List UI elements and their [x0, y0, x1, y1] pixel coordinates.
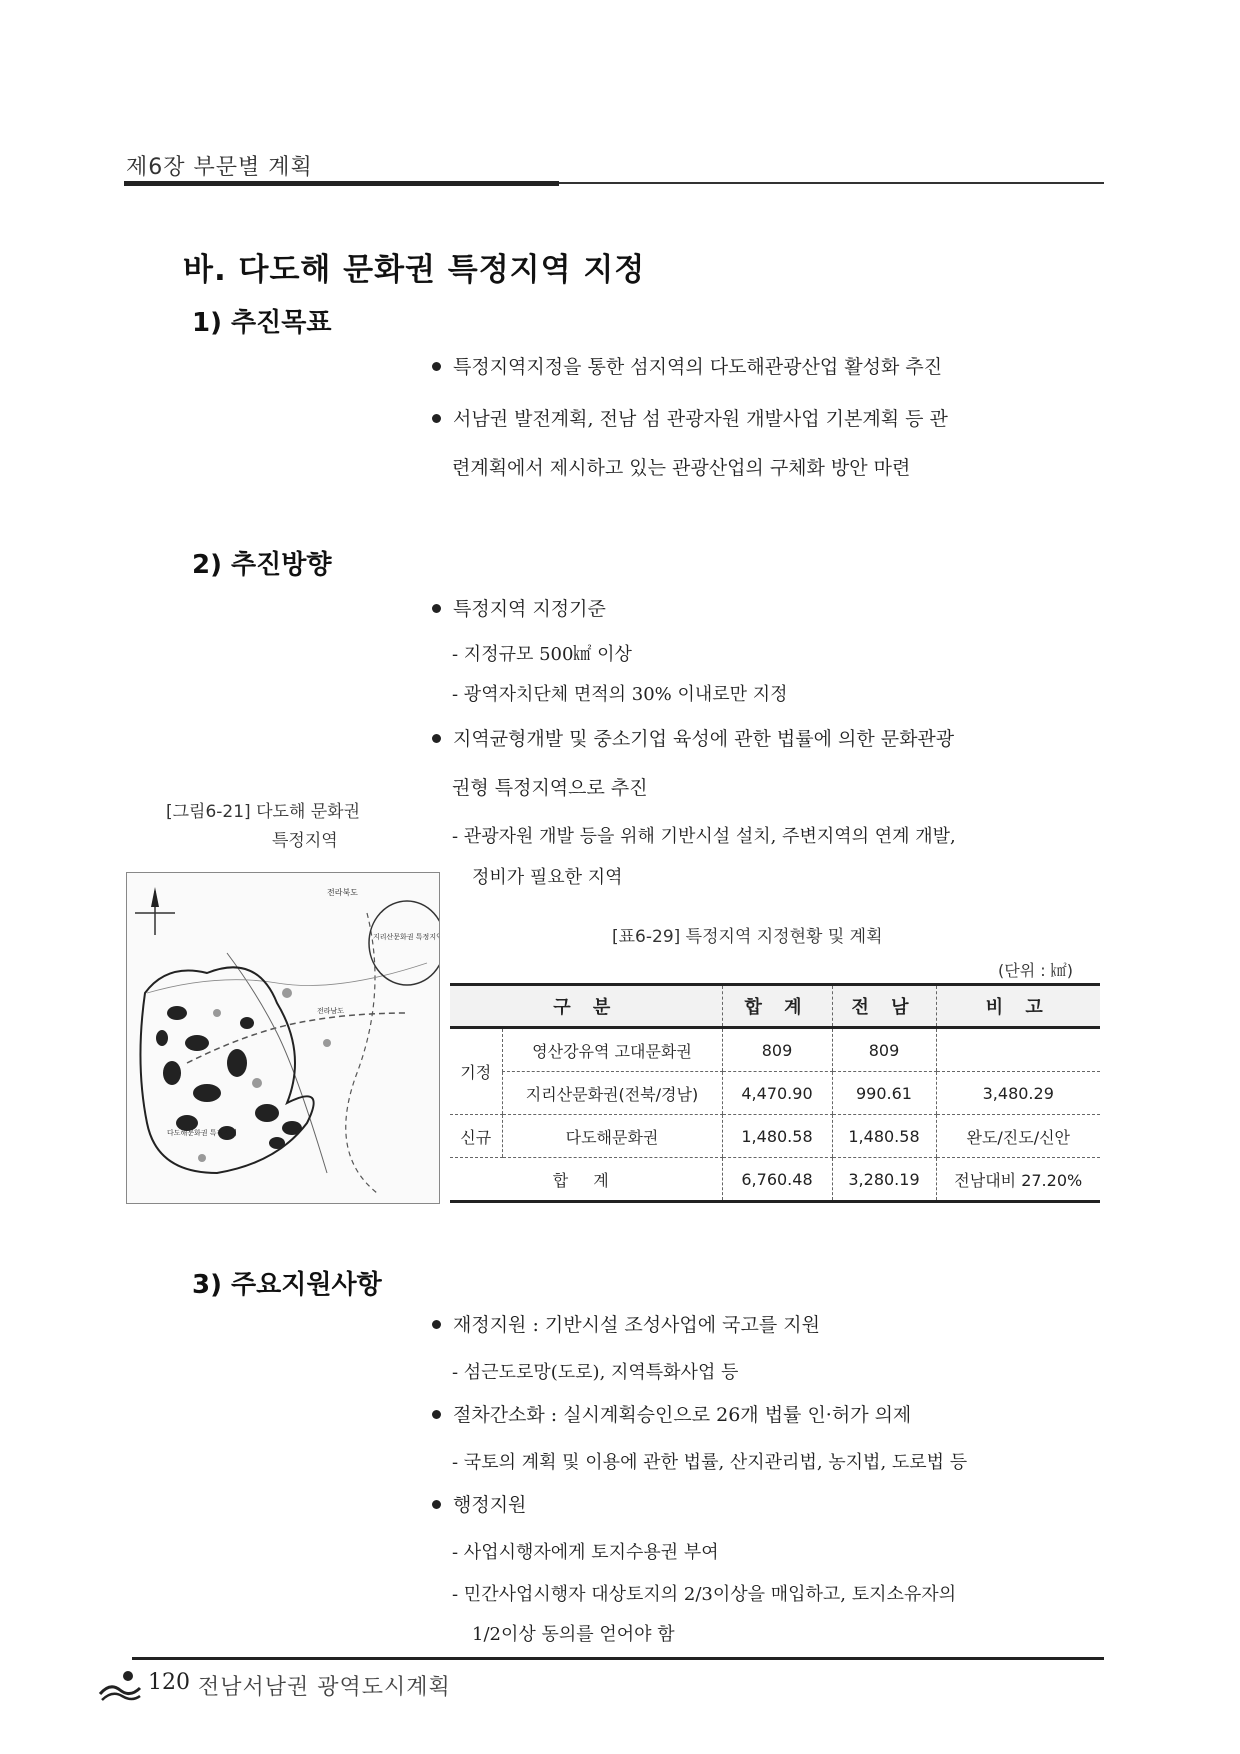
table-row: [450, 1028, 1100, 1072]
bullet-continuation: 련계획에서 제시하고 있는 관광산업의 구체화 방안 마련: [452, 457, 911, 479]
bullet-item: 절차간소화 : 실시계획승인으로 26개 법률 인·허가 의제: [432, 1400, 911, 1427]
map-image: [127, 873, 439, 1203]
dash-continuation: 정비가 필요한 지역: [472, 867, 623, 888]
table-cell: 다도해문화권: [502, 1115, 722, 1158]
bullet-icon: [432, 1320, 441, 1329]
bullet-item: 특정지역 지정기준: [432, 594, 606, 621]
subheading-goals: 1) 추진목표: [192, 308, 332, 338]
map-label: 전라남도: [317, 1007, 345, 1015]
chapter-header: 제6장 부문별 계획: [126, 155, 313, 180]
dash-item: - 광역자치단체 면적의 30% 이내로만 지정: [452, 684, 788, 705]
subheading-support: 3) 주요지원사항: [192, 1270, 382, 1300]
dash-item: - 지정규모 500㎢ 이상: [452, 644, 632, 665]
column-header: 구 분: [450, 985, 722, 1028]
table-cell: 3,480.29: [936, 1072, 1100, 1115]
bullet-item: 행정지원: [432, 1490, 526, 1517]
table-header-row: [450, 985, 1100, 1028]
table-cell: 전남대비 27.20%: [936, 1158, 1100, 1202]
table-total-row: [450, 1158, 1100, 1202]
table-unit: (단위 : ㎢): [998, 961, 1073, 980]
table-cell: 3,280.19: [832, 1158, 936, 1202]
table-cell: 6,760.48: [722, 1158, 832, 1202]
bullet-item: 지역균형개발 및 중소기업 육성에 관한 법률에 의한 문화관광: [432, 724, 954, 751]
dash-item: - 사업시행자에게 토지수용권 부여: [452, 1542, 719, 1563]
bullet-item: 특정지역지정을 통한 섬지역의 다도해관광산업 활성화 추진: [432, 352, 942, 379]
header-rule-accent: [124, 181, 559, 186]
table-caption: [표6-29] 특정지역 지정현황 및 계획: [612, 927, 883, 947]
table-cell: 990.61: [832, 1072, 936, 1115]
table-cell: 809: [722, 1028, 832, 1072]
page-number: 120: [148, 1670, 190, 1695]
bullet-item: 서남권 발전계획, 전남 섬 관광자원 개발사업 기본계획 등 관: [432, 404, 948, 431]
map-label: 다도해문화권 특정지역: [167, 1129, 237, 1137]
dash-item: - 관광자원 개발 등을 위해 기반시설 설치, 주변지역의 연계 개발,: [452, 826, 956, 847]
footer-rule: [132, 1657, 1104, 1660]
figure-caption: [그림6-21] 다도해 문화권: [166, 802, 361, 822]
bullet-icon: [432, 362, 441, 371]
dash-item: - 국토의 계획 및 이용에 관한 법률, 산지관리법, 농지법, 도로법 등: [452, 1452, 968, 1473]
dash-item: - 민간사업시행자 대상토지의 2/3이상을 매입하고, 토지소유자의: [452, 1584, 957, 1605]
bullet-icon: [432, 1500, 441, 1509]
bullet-continuation: 권형 특정지역으로 추진: [452, 777, 648, 799]
bullet-item: 재정지원 : 기반시설 조성사업에 국고를 지원: [432, 1310, 820, 1337]
table-cell: 지리산문화권(전북/경남): [502, 1072, 722, 1115]
north-arrow-icon: [135, 887, 175, 935]
map-figure: [126, 872, 440, 1204]
dash-item: - 섬근도로망(도로), 지역특화사업 등: [452, 1362, 739, 1383]
column-header: 전 남: [832, 985, 936, 1028]
dash-continuation: 1/2이상 동의를 얻어야 함: [472, 1624, 675, 1645]
logo-icon: [98, 1668, 142, 1706]
group-label: 기정: [450, 1028, 502, 1115]
group-label: 신규: [450, 1115, 502, 1158]
bullet-icon: [432, 604, 441, 613]
figure-caption-sub: 특정지역: [272, 831, 338, 851]
table-cell: 1,480.58: [832, 1115, 936, 1158]
subheading-direction: 2) 추진방향: [192, 550, 332, 580]
bullet-icon: [432, 1410, 441, 1419]
bullet-icon: [432, 734, 441, 743]
table-cell: 영산강유역 고대문화권: [502, 1028, 722, 1072]
table-cell: 4,470.90: [722, 1072, 832, 1115]
designation-table: [450, 983, 1100, 1203]
table-cell: 1,480.58: [722, 1115, 832, 1158]
table-row: [450, 1115, 1100, 1158]
footer-title: 전남서남권 광역도시계획: [198, 1675, 451, 1700]
map-label: 지리산문화권 특정지역: [373, 933, 439, 941]
table-row: [450, 1072, 1100, 1115]
column-header: 합 계: [722, 985, 832, 1028]
table-cell: 완도/진도/신안: [936, 1115, 1100, 1158]
table-cell: [936, 1028, 1100, 1072]
section-title: 바. 다도해 문화권 특정지역 지정: [183, 252, 646, 288]
column-header: 비 고: [936, 985, 1100, 1028]
table-cell: 809: [832, 1028, 936, 1072]
bullet-icon: [432, 414, 441, 423]
table-cell: 합 계: [450, 1158, 722, 1202]
map-label: 전라북도: [327, 888, 358, 897]
